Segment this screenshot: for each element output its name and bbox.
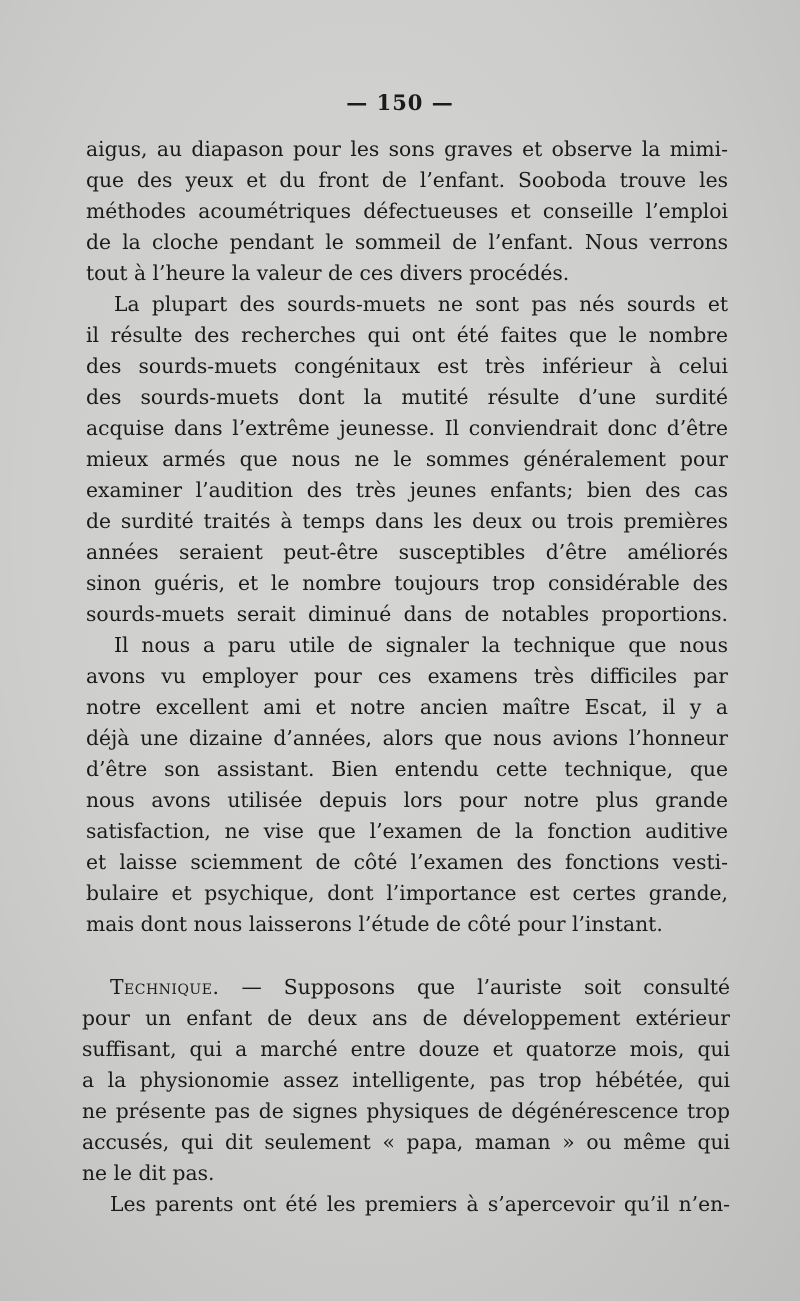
- text-line: mais dont nous laisserons l’étude de côté pour l’instant.: [86, 912, 663, 936]
- text-line: et laisse sciemment de côté l’examen des fonctions vesti-: [86, 850, 728, 874]
- text-line: a la physionomie assez intelligente, pas trop hébétée, qui: [82, 1068, 730, 1092]
- text-line: sourds-muets serait diminué dans de notables proportions.: [86, 602, 728, 626]
- text-line: nous avons utilisée depuis lors pour notre plus grande: [86, 788, 728, 812]
- paragraph-continued: [86, 134, 728, 289]
- text-line: acquise dans l’extrême jeunesse. Il conviendrait donc d’être: [86, 416, 728, 440]
- text-line: accusés, qui dit seulement « papa, maman » ou même qui: [82, 1130, 730, 1154]
- text-line: notre excellent ami et notre ancien maître Escat, il y a: [86, 695, 728, 719]
- text-line-rest: — Supposons que l’auriste soit consulté: [219, 975, 730, 999]
- text-line: suffisant, qui a marché entre douze et quatorze mois, qui: [82, 1037, 730, 1061]
- text-line: déjà une dizaine d’années, alors que nous avions l’honneur: [86, 726, 728, 750]
- text-line: [82, 972, 730, 1003]
- text-line: pour un enfant de deux ans de développement extérieur: [82, 1006, 730, 1030]
- text-line: examiner l’audition des très jeunes enfants; bien des cas: [86, 478, 728, 502]
- text-line: mieux armés que nous ne le sommes généralement pour: [86, 447, 728, 471]
- text-line: d’être son assistant. Bien entendu cette technique, que: [86, 757, 728, 781]
- text-line: des sourds-muets dont la mutité résulte d’une surdité: [86, 385, 728, 409]
- paragraph-technique-section: [82, 972, 730, 1189]
- text-line: ne le dit pas.: [82, 1161, 215, 1185]
- text-line: bulaire et psychique, dont l’importance est certes grande,: [86, 881, 728, 905]
- text-line: années seraient peut-être susceptibles d’être améliorés: [86, 540, 728, 564]
- text-line: tout à l’heure la valeur de ces divers procédés.: [86, 261, 570, 285]
- text-line: méthodes acoumétriques défectueuses et conseille l’emploi: [86, 199, 728, 223]
- text-line: Il nous a paru utile de signaler la technique que nous: [114, 633, 728, 657]
- text-block-bottom: [82, 972, 730, 1220]
- text-line: Les parents ont été les premiers à s’apercevoir qu’il n’en-: [110, 1192, 730, 1216]
- text-line: il résulte des recherches qui ont été faites que le nombre: [86, 323, 728, 347]
- page-number: — 150 —: [346, 90, 454, 115]
- section-heading: Technique.: [110, 975, 220, 999]
- text-line: aigus, au diapason pour les sons graves et observe la mimi-: [86, 137, 728, 161]
- text-line: avons vu employer pour ces examens très difficiles par: [86, 664, 728, 688]
- text-line: ne présente pas de signes physiques de dégénérescence trop: [82, 1099, 730, 1123]
- text-block-top: [86, 134, 728, 940]
- paragraph-technique-escat: [86, 630, 728, 940]
- text-line: satisfaction, ne vise que l’examen de la fonction auditive: [86, 819, 728, 843]
- text-line: des sourds-muets congénitaux est très inférieur à celui: [86, 354, 728, 378]
- paragraph-parents: [82, 1189, 730, 1220]
- text-line: de la cloche pendant le sommeil de l’enfant. Nous verrons: [86, 230, 728, 254]
- text-line: de surdité traités à temps dans les deux ou trois premières: [86, 509, 728, 533]
- text-line: sinon guéris, et le nombre toujours trop considérable des: [86, 571, 728, 595]
- paragraph-sourds-muets: [86, 289, 728, 630]
- text-line: La plupart des sourds-muets ne sont pas nés sourds et: [114, 292, 728, 316]
- text-line: que des yeux et du front de l’enfant. Sooboda trouve les: [86, 168, 728, 192]
